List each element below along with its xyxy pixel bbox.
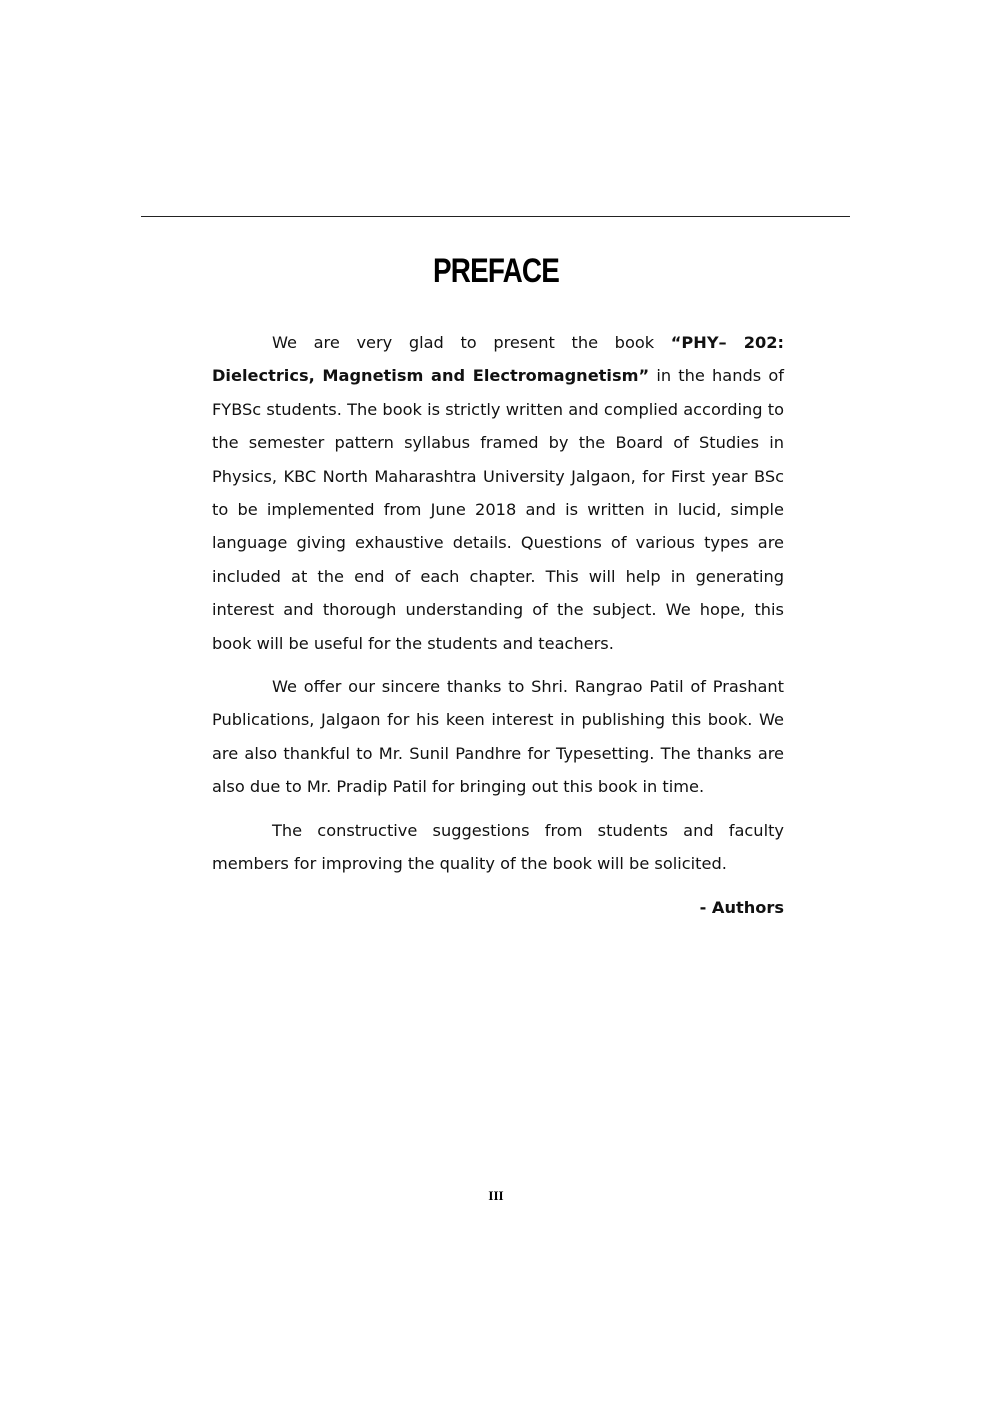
paragraph-intro: [212, 326, 784, 660]
preface-body: [212, 326, 784, 924]
paragraph-suggestions: The constructive suggestions from students and faculty members for improving the quality of the book will be solicited.: [212, 820, 784, 874]
book-title: “PHY– 202: Dielectrics, Magnetism and Electromagnetism”: [212, 333, 785, 386]
intro-text-pre: We are very glad to present the book: [272, 333, 671, 352]
intro-text-post: in the hands of FYBSc students. The book is strictly written and complied according to the semester pattern syllabus framed by the Board of Studies in Physics, KBC North Maharashtra University Jalgaon, for First year BSc to be implemented from June 2018 and is written in lucid, simple language giving exhaustive details. Questions of various types are included at the end of each chapter. This will help in generating interest and thorough understanding of the subject. We hope, this book will be useful for the students and teachers.: [212, 366, 785, 653]
header-rule: [141, 216, 850, 217]
signature: - Authors: [699, 897, 784, 917]
paragraph-thanks: We offer our sincere thanks to Shri. Rangrao Patil of Prashant Publications, Jalgaon for his keen interest in publishing this book. We are also thankful to Mr. Sunil Pandhre for Typesetting. The thanks are also due to Mr. Pradip Patil for bringing out this book in time.: [212, 677, 784, 797]
page-number: III: [488, 1188, 504, 1203]
page-title: PREFACE: [433, 252, 559, 290]
